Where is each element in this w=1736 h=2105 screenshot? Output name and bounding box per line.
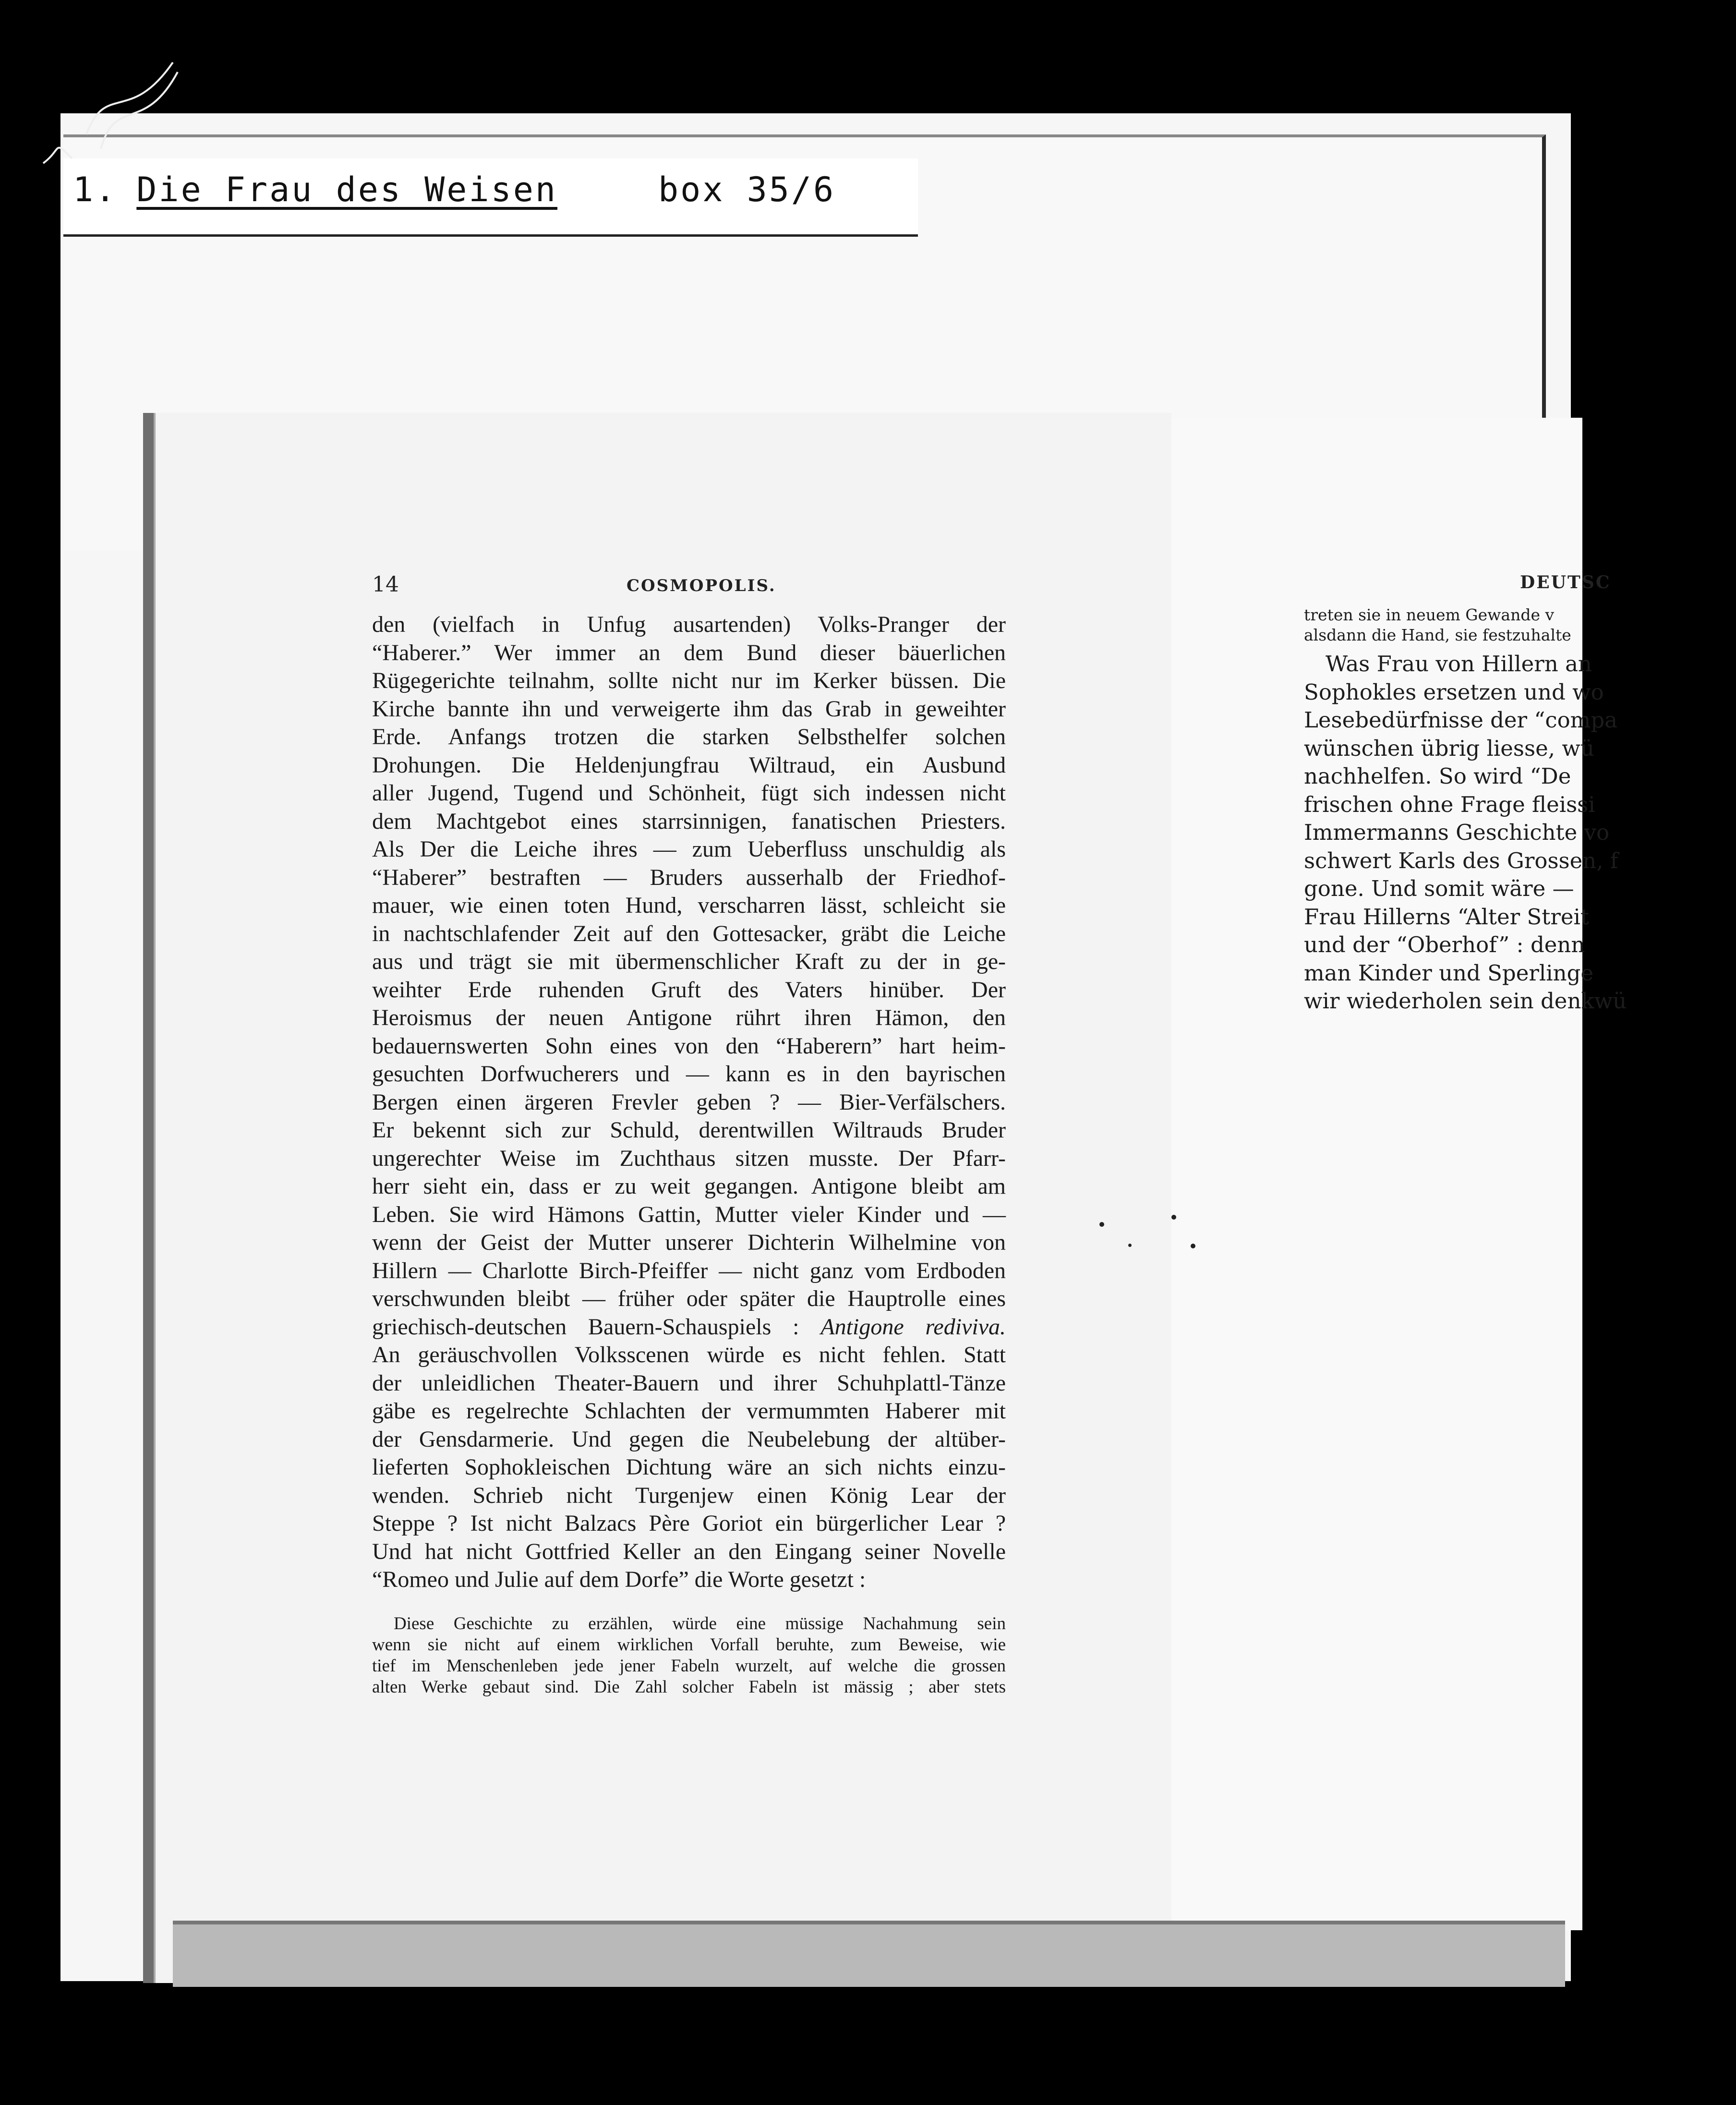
footnote-line: Diese Geschichte zu erzählen, würde eine müssige Nachahmung sein <box>394 1613 1006 1633</box>
footnote-line: tief im Menschenleben jede jener Fabeln wurzelt, auf welche die grossen <box>372 1656 1006 1676</box>
text-line: der Gensdarmerie. Und gegen die Neubelebung der altüber- <box>372 1426 1006 1452</box>
text-line: herr sieht ein, dass er zu weit gegangen. Antigone bleibt am <box>372 1173 1006 1199</box>
text-line: Drohungen. Die Heldenjungfrau Wiltraud, ein Ausbund <box>372 752 1006 778</box>
text-line: in nachtschlafender Zeit auf den Gottesacker, gräbt die Leiche <box>372 920 1006 946</box>
right-body-lines <box>1304 650 1736 1016</box>
text-line: wenn der Geist der Mutter unserer Dichterin Wilhelmine von <box>372 1230 1006 1255</box>
right-small-lines <box>1304 605 1736 645</box>
ink-spot <box>1171 1215 1176 1220</box>
text-line: gesuchten Dorfwucherers und — kann es in den bayrischen <box>372 1061 1006 1087</box>
text-line: der unleidlichen Theater-Bauern und ihrer Schuhplattl-Tänze <box>372 1370 1006 1396</box>
label-box-number: box 35/6 <box>658 170 836 209</box>
text-line: den (vielfach in Unfug ausartenden) Volks-Pranger der <box>372 612 1006 637</box>
label-number: 1. <box>73 170 118 209</box>
footnote <box>372 1613 1006 1698</box>
running-title: COSMOPOLIS. <box>627 576 776 595</box>
right-text-line: wünschen übrig liesse, wü <box>1304 735 1594 761</box>
pen-scribble-mark <box>34 53 178 173</box>
text-line: mauer, wie einen toten Hund, verscharren lässt, schleicht sie <box>372 893 1006 918</box>
text-line: Rügegerichte teilnahm, sollte nicht nur im Kerker büssen. Die <box>372 668 1006 693</box>
right-text-block <box>1304 605 1736 1016</box>
label-title: Die Frau des Weisen <box>136 170 558 209</box>
right-text-line: und der “Oberhof” : denn <box>1304 932 1585 957</box>
text-line: Und hat nicht Gottfried Keller an den Eingang seiner Novelle <box>372 1538 1006 1564</box>
text-line: aller Jugend, Tugend und Schönheit, fügt sich indessen nicht <box>372 780 1006 806</box>
text-line: Erde. Anfangs trotzen die starken Selbsthelfer solchen <box>372 724 1006 750</box>
text-line: gäbe es regelrechte Schlachten der vermummten Haberer mit <box>372 1398 1006 1424</box>
right-text-line: Sophokles ersetzen und wo <box>1304 679 1604 705</box>
right-small-line: treten sie in neuem Gewande v <box>1304 605 1555 624</box>
archive-label <box>63 158 918 237</box>
right-text-line: Immermanns Geschichte vo <box>1304 820 1610 845</box>
text-span: griechisch-deutschen Bauern-Schauspiels : <box>372 1314 799 1340</box>
page-header <box>372 572 1159 600</box>
text-line: aus und trägt sie mit übermenschlicher Kraft zu der in ge- <box>372 949 1006 974</box>
right-text-line: schwert Karls des Grossen, f <box>1304 847 1618 873</box>
right-text-line: Frau Hillerns “Alter Streit <box>1304 904 1589 930</box>
ink-spot <box>1191 1244 1195 1248</box>
text-line: ungerechter Weise im Zuchthaus sitzen musste. Der Pfarr- <box>372 1145 1006 1171</box>
text-line: wenden. Schrieb nicht Turgenjew einen König Lear der <box>372 1482 1006 1508</box>
text-line: bedauernswerten Sohn eines von den “Haberern” hart heim- <box>372 1033 1006 1059</box>
page-number: 14 <box>372 572 399 597</box>
text-line: “Romeo und Julie auf dem Dorfe” die Worte gesetzt : <box>372 1567 866 1592</box>
text-line: “Haberer” bestraften — Bruders ausserhalb der Friedhof- <box>372 864 1006 890</box>
text-line: Steppe ? Ist nicht Balzacs Père Goriot ein bürgerlicher Lear ? <box>372 1511 1006 1536</box>
right-text-line: Was Frau von Hillern an <box>1326 651 1592 677</box>
text-line: Hillern — Charlotte Birch-Pfeiffer — nicht ganz vom Erdboden <box>372 1258 1006 1283</box>
footnote-line: wenn sie nicht auf einem wirklichen Vorfall beruhte, zum Beweise, wie <box>372 1634 1006 1655</box>
text-line: Bergen einen ärgeren Frevler geben ? — Bier-Verfälschers. <box>372 1089 1006 1115</box>
right-text-line: gone. Und somit wäre — <box>1304 876 1574 901</box>
right-small-line: alsdann die Hand, sie festzuhalte <box>1304 626 1571 644</box>
text-line: Heroismus der neuen Antigone rührt ihren Hämon, den <box>372 1005 1006 1030</box>
text-line: Als Der die Leiche ihres — zum Ueberfluss unschuldig als <box>372 836 1006 862</box>
text-line: weihter Erde ruhenden Gruft des Vaters hinüber. Der <box>372 977 1006 1003</box>
ink-spot <box>1128 1244 1132 1247</box>
ink-spot <box>1099 1222 1104 1227</box>
right-page-fragment <box>1162 418 1627 1930</box>
text-line: lieferten Sophokleischen Dichtung wäre an sich nichts einzu- <box>372 1454 1006 1480</box>
right-text-line: frischen ohne Frage fleissi <box>1304 791 1595 817</box>
right-text-line: Lesebedürfnisse der “compa <box>1304 707 1617 733</box>
right-running-title: DEUTSC <box>1520 572 1611 593</box>
italic-title: Antigone rediviva. <box>820 1314 1006 1340</box>
text-line: “Haberer.” Wer immer an dem Bund dieser bäuerlichen <box>372 640 1006 665</box>
page-stack-edge <box>173 1921 1565 1987</box>
text-line: An geräuschvollen Volksscenen würde es nicht fehlen. Statt <box>372 1342 1006 1367</box>
right-text-line: man Kinder und Sperlinge <box>1304 960 1594 986</box>
archive-label-text <box>73 170 835 209</box>
magazine-page <box>143 413 1171 1983</box>
body-text <box>372 611 1006 1698</box>
text-line: Kirche bannte ihn und verweigerte ihm das Grab in geweihter <box>372 696 1006 722</box>
text-line <box>372 1313 1006 1342</box>
right-text-line: nachhelfen. So wird “De <box>1304 763 1571 789</box>
text-line: verschwunden bleibt — früher oder später die Hauptrolle eines <box>372 1286 1006 1311</box>
text-line: Leben. Sie wird Hämons Gattin, Mutter vieler Kinder und — <box>372 1201 1006 1227</box>
right-text-line: wir wiederholen sein denkwü <box>1304 988 1627 1014</box>
text-line: Er bekennt sich zur Schuld, derentwillen Wiltrauds Bruder <box>372 1117 1006 1143</box>
text-line: dem Machtgebot eines starrsinnigen, fanatischen Priesters. <box>372 808 1006 834</box>
footnote-line: alten Werke gebaut sind. Die Zahl solcher Fabeln ist mässig ; aber stets <box>372 1677 1006 1697</box>
